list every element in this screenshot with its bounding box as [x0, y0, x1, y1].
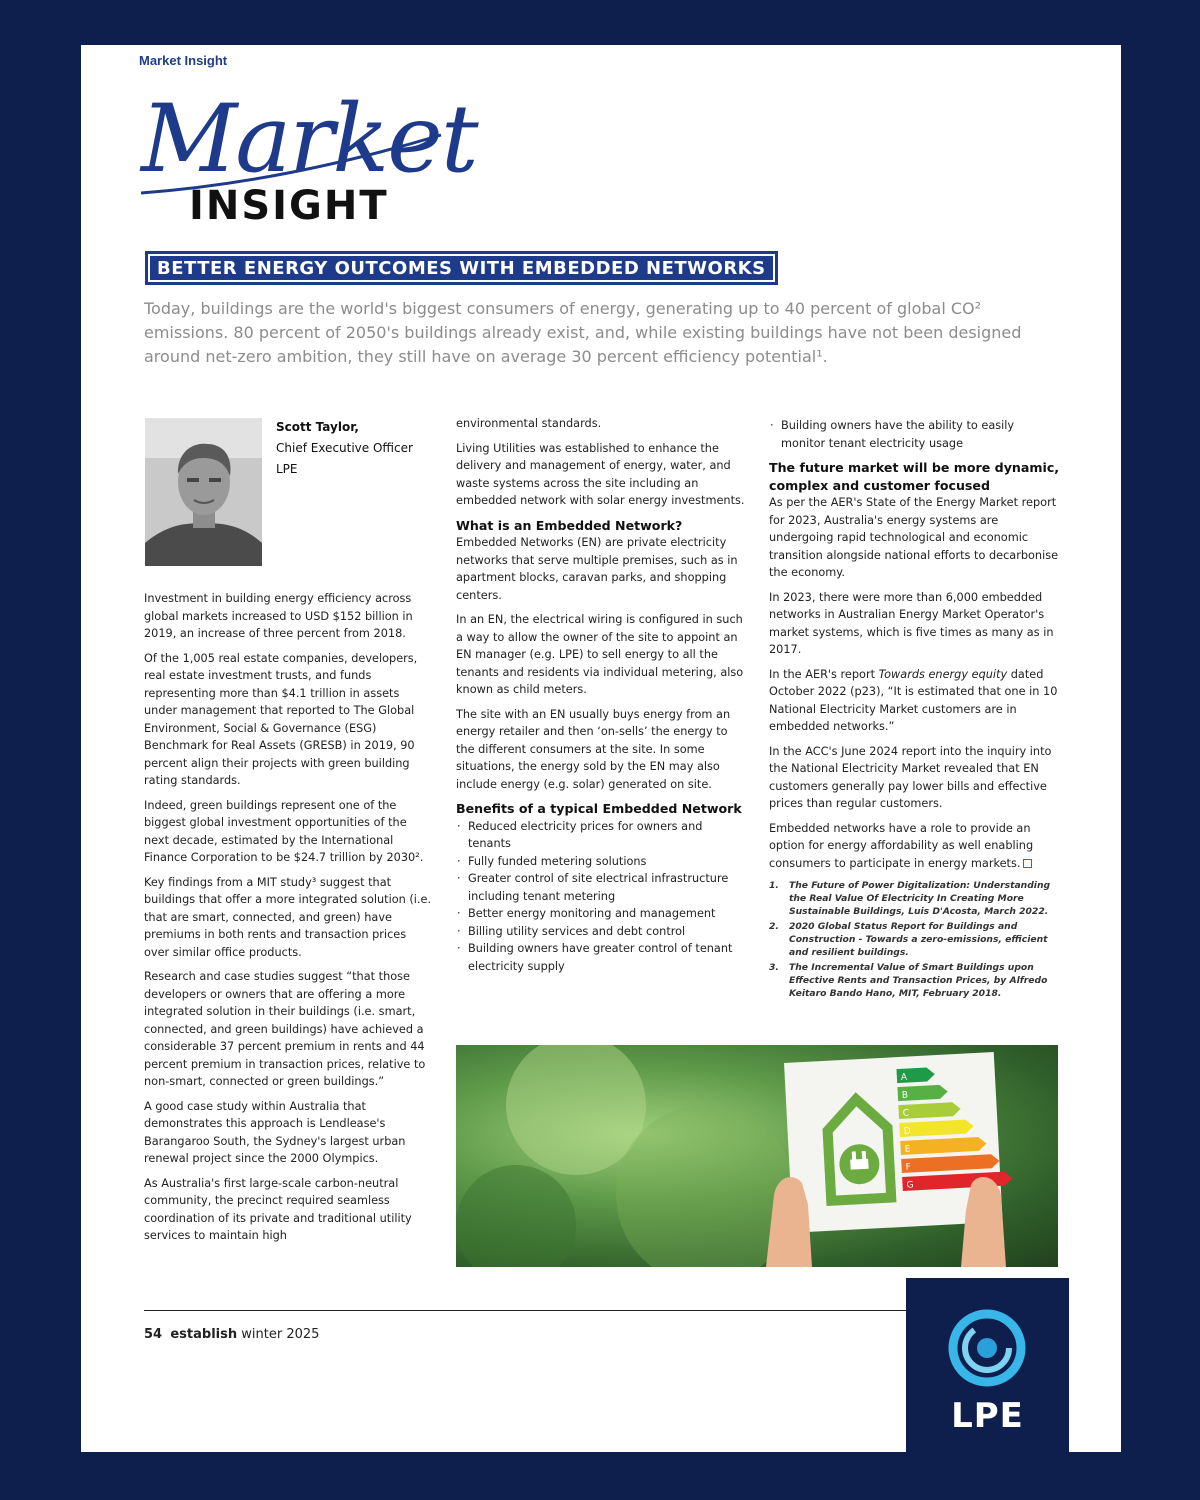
col3-paragraph: In 2023, there were more than 6,000 embedded networks in Australian Energy Market Operator's market systems, which is five times as many as in 2017.	[769, 590, 1054, 656]
end-mark-icon	[1023, 859, 1032, 868]
list-item: · Better energy monitoring and management	[456, 905, 748, 923]
magazine-name: establish	[170, 1327, 238, 1342]
insight-heading: INSIGHT	[189, 183, 389, 229]
col3-paragraph: In the ACC's June 2024 report into the inquiry into the National Electricity Market revealed that EN customers generally pay lower bills and effective prices than regular customers.	[769, 744, 1052, 810]
article-title-banner: BETTER ENERGY OUTCOMES WITH EMBEDDED NETWORKS	[145, 251, 778, 285]
list-item: · Fully funded metering solutions	[456, 853, 748, 871]
lead-paragraph: Today, buildings are the world's biggest consumers of energy, generating up to 40 percent of global CO² emissions. 80 percent of 2050's buildings already exist, and, while existing buildings have not been designed around net-zero ambition, they still have on average 30 percent efficiency potential¹.	[144, 299, 1022, 366]
list-item: · Reduced electricity prices for owners and tenants	[456, 818, 748, 853]
continued-list	[769, 417, 1061, 452]
grade-letter: B	[901, 1090, 909, 1101]
col2-subheading: What is an Embedded Network?	[456, 517, 683, 533]
author-company: LPE	[276, 462, 298, 476]
footer-rule	[144, 1310, 906, 1311]
lpe-logo	[906, 1278, 1069, 1452]
col1-paragraph: Indeed, green buildings represent one of the biggest global investment opportunities of the next decade, estimated by the International Finance Corporation to be $24.7 trillion by 2030².	[144, 798, 424, 864]
benefits-list	[456, 818, 748, 976]
issue-label: winter 2025	[241, 1327, 320, 1342]
footnote	[769, 879, 1061, 918]
col1-paragraph: Research and case studies suggest “that those developers or owners that are offering a more integrated solution in their buildings (i.e. smart, connected, and green buildings) have achieved a considerable 37 percent premium in rents and 44 percent premium in transaction prices, relative to non-smart, connected or green buildings.”	[144, 970, 426, 1088]
col1-paragraph: A good case study within Australia that demonstrates this approach is Lendlease's Barangaroo South, the Sydney's largest urban renewal project since the 2000 Olympics.	[144, 1099, 406, 1165]
col1-paragraph: As Australia's first large-scale carbon-neutral community, the precinct required seamless coordination of its private and traditional utility services to maintain high	[144, 1176, 412, 1242]
column-2	[456, 415, 748, 975]
grade-letter: G	[906, 1180, 914, 1191]
text-run: dated October 2022 (p23), “It is estimated that one in 10 National Electricity Market customers are in embedded networks.”	[769, 667, 1058, 733]
footnote-text: The Future of Power Digitalization: Understanding the Real Value Of Electricity In Creating More Sustainable Buildings, Luis D'Acosta, March 2022.	[789, 880, 1051, 917]
logo-text: LPE	[951, 1396, 1024, 1436]
footnote-text: 2020 Global Status Report for Buildings and Construction - Towards a zero-emissions, efficient and resilient buildings.	[789, 921, 1048, 958]
footnote-text: The Incremental Value of Smart Buildings upon Effective Rents and Transaction Prices, by Alfredo Keitaro Bando Hano, MIT, February 2018.	[789, 962, 1048, 999]
list-item: · Building owners have greater control of tenant electricity supply	[456, 940, 748, 975]
author-name: Scott Taylor,	[276, 420, 359, 434]
col1-paragraph: Investment in building energy efficiency across global markets increased to USD $152 billion in 2019, an increase of three percent from 2018.	[144, 592, 413, 640]
page-number: 54	[144, 1327, 163, 1342]
grade-letter: C	[902, 1108, 910, 1119]
footnotes	[769, 879, 1061, 1000]
col3-paragraph: As per the AER's State of the Energy Market report for 2023, Australia's energy systems are undergoing rapid technological and economic transition alongside national efforts to decarbonise the economy.	[769, 496, 1059, 579]
col2-paragraph: In an EN, the electrical wiring is configured in such a way to allow the owner of the site to appoint an EN manager (e.g. LPE) to sell energy to all the tenants and residents via individual metering, also known as child meters.	[456, 613, 744, 696]
col2-paragraph: environmental standards.	[456, 417, 602, 430]
footnote	[769, 961, 1061, 1000]
footnote-number: 3.	[769, 962, 779, 973]
col2-paragraph: Embedded Networks (EN) are private electricity networks that serve multiple premises, such as in apartment blocks, caravan parks, and shopping centers.	[456, 536, 738, 602]
grade-letter: D	[903, 1126, 911, 1137]
swirl-icon	[906, 1278, 1069, 1398]
col2-paragraph: Living Utilities was established to enhance the delivery and management of energy, water, and waste systems across the site including an embedded network with solar energy investments.	[456, 441, 745, 507]
footnote-number: 2.	[769, 921, 779, 932]
col2-subheading: Benefits of a typical Embedded Network	[456, 801, 742, 816]
author-photo	[145, 418, 262, 566]
col1-paragraph: Of the 1,005 real estate companies, developers, real estate investment trusts, and funds representing more than $4.1 trillion in assets under management that reported to The Global Environment, Social & Governance (ESG) Benchmark for Real Assets (GRESB) in 2019, 90 percent align their projects with green building rating standards.	[144, 651, 418, 787]
grade-letter: F	[905, 1162, 912, 1173]
author-title: Chief Executive Officer	[276, 441, 413, 455]
col2-paragraph: The site with an EN usually buys energy from an energy retailer and then ‘on-sells’ the energy to the different consumers at the site. In some situations, the energy sold by the EN may also include energy (e.g. solar) generated on site.	[456, 707, 731, 791]
col3-paragraph	[769, 666, 1061, 736]
page-folio	[144, 1327, 319, 1342]
grade-letter: E	[904, 1144, 911, 1155]
list-item: · Billing utility services and debt control	[456, 923, 748, 941]
text-run: Embedded networks have a role to provide an option for energy affordability as well enabling consumers to participate in energy markets.	[769, 821, 1034, 870]
footnote-number: 1.	[769, 880, 779, 891]
col3-subheading: The future market will be more dynamic, complex and customer focused	[769, 460, 1060, 493]
list-item: · Greater control of site electrical infrastructure including tenant metering	[456, 870, 748, 905]
footnote	[769, 920, 1061, 959]
text-run: In the AER's report	[769, 667, 879, 681]
col1-paragraph: Key findings from a MIT study³ suggest that buildings that offer a more integrated solution (i.e. that are smart, connected, and green) have premiums in both rents and transaction prices over similar office products.	[144, 875, 432, 959]
script-heading	[141, 75, 477, 194]
script-word: Market	[141, 85, 477, 194]
section-kicker: Market Insight	[139, 53, 228, 68]
column-3	[769, 417, 1061, 1002]
col3-paragraph	[769, 820, 1061, 873]
author-byline	[276, 417, 413, 480]
energy-label-photo	[456, 1045, 1058, 1267]
report-title: Towards energy equity	[878, 667, 1008, 681]
magazine-page	[81, 45, 1121, 1452]
grade-letter: A	[900, 1072, 908, 1083]
list-item: · Building owners have the ability to easily monitor tenant electricity usage	[769, 417, 1061, 452]
column-1	[144, 590, 434, 1252]
